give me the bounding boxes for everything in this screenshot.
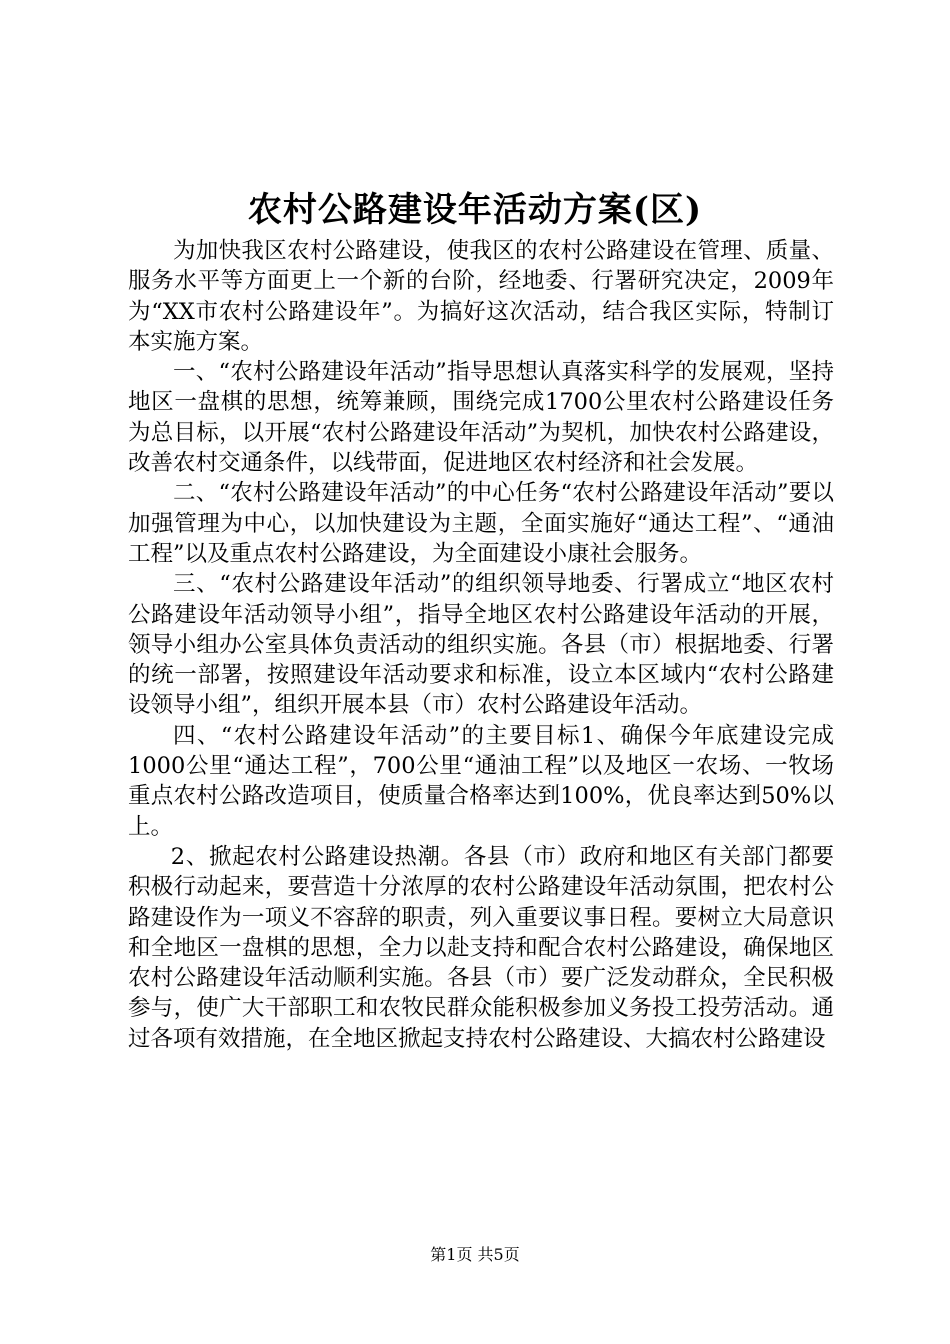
paragraph-intro: 为加快我区农村公路建设，使我区的农村公路建设在管理、质量、服务水平等方面更上一个新的台阶，经地委、行署研究决定，2009年为“XX市农村公路建设年”。为搞好这次活动，结合我区实际，特制订本实施方案。 bbox=[128, 238, 834, 355]
paragraph-organization: 三、“农村公路建设年活动”的组织领导地委、行署成立“地区农村公路建设年活动领导小组”，指导全地区农村公路建设年活动的开展，领导小组办公室具体负责活动的组织实施。各县（市）根据地委、行署的统一部署，按照建设年活动要求和标准，设立本区域内“农村公路建设领导小组”，组织开展本县（市）农村公路建设年活动。 bbox=[128, 571, 834, 719]
paragraph-guiding-ideology: 一、“农村公路建设年活动”指导思想认真落实科学的发展观，坚持地区一盘棋的思想，统筹兼顾，围绕完成1700公里农村公路建设任务为总目标，以开展“农村公路建设年活动”为契机，加快农村公路建设，改善农村交通条件，以线带面，促进地区农村经济和社会发展。 bbox=[128, 359, 834, 477]
page-number-footer: 第1页 共5页 bbox=[430, 1245, 520, 1264]
paragraph-main-goals: 四、“农村公路建设年活动”的主要目标1、确保今年底建设完成1000公里“通达工程”，700公里“通油工程”以及地区一农场、一牧场重点农村公路改造项目，使质量合格率达到100%，优良率达到50%以上。 bbox=[128, 722, 834, 840]
document-body bbox=[128, 236, 834, 1054]
paragraph-central-task: 二、“农村公路建设年活动”的中心任务“农村公路建设年活动”要以加强管理为中心，以加快建设为主题，全面实施好“通达工程”、“通油工程”以及重点农村公路建设，为全面建设小康社会服务。 bbox=[128, 480, 834, 567]
document-title: 农村公路建设年活动方案(区) bbox=[247, 190, 703, 230]
paragraph-construction-upsurge: 2、掀起农村公路建设热潮。各县（市）政府和地区有关部门都要积极行动起来，要营造十分浓厚的农村公路建设年活动氛围，把农村公路建设作为一项义不容辞的职责，列入重要议事日程。要树立大局意识和全地区一盘棋的思想，全力以赴支持和配合农村公路建设，确保地区农村公路建设年活动顺利实施。各县（市）要广泛发动群众，全民积极参与，使广大干部职工和农牧民群众能积极参加义务投工投劳活动。通过各项有效措施，在全地区掀起支持农村公路建设、大搞农村公路建设 bbox=[128, 843, 834, 1052]
